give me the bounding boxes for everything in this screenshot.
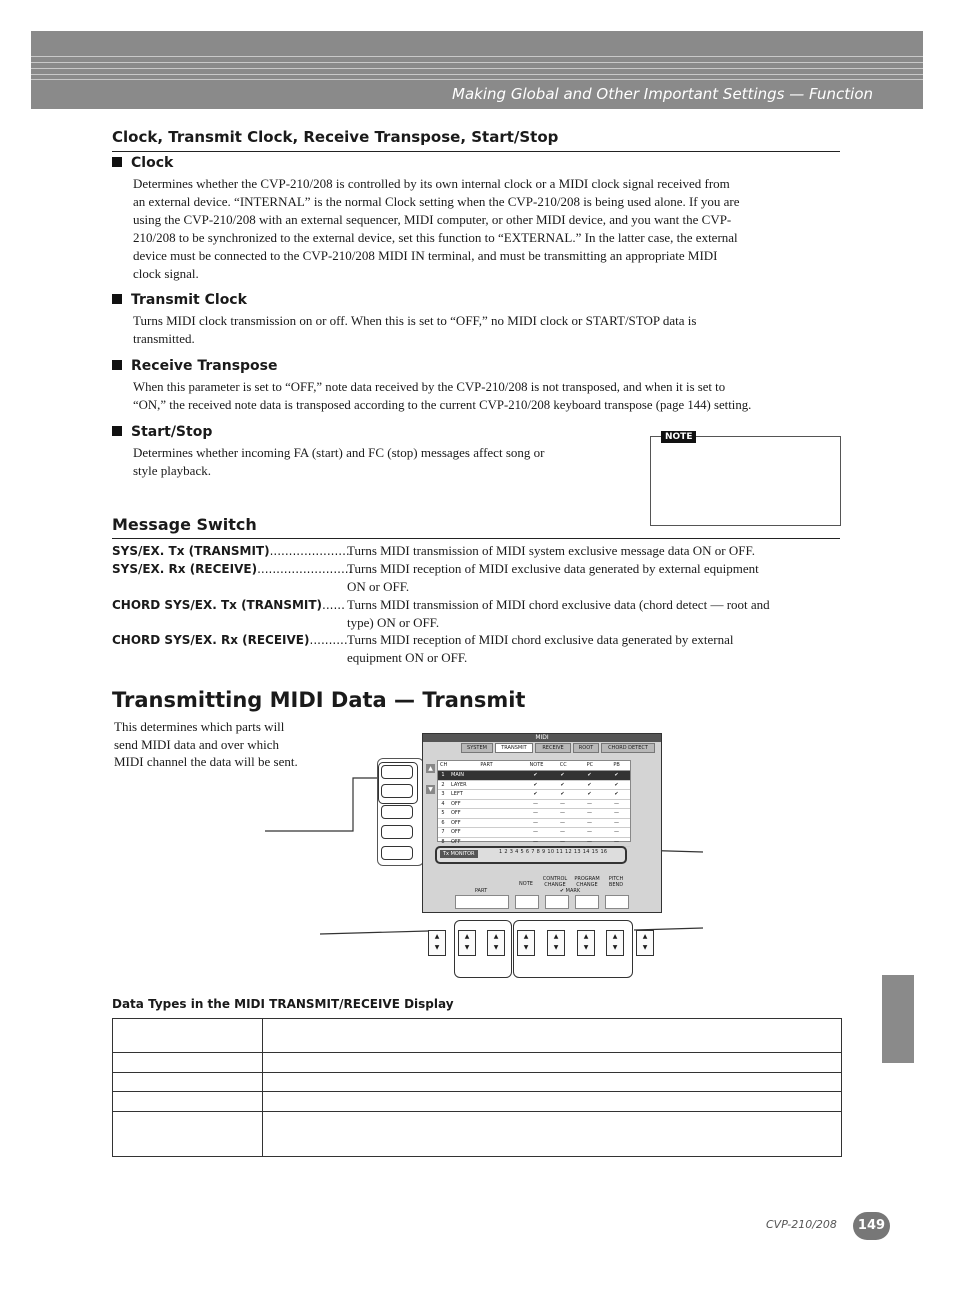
lcd-part-name: LAYER [451, 781, 467, 788]
desc-sysex-tx: Turns MIDI transmission of MIDI system exclusive message data ON or OFF. [347, 543, 755, 558]
check-icon: ✔ [560, 791, 565, 797]
midi-transmit-lcd [422, 733, 662, 913]
bullet-square-icon [112, 360, 122, 370]
section-title-clock: Clock, Transmit Clock, Receive Transpose, Start/Stop [112, 128, 559, 146]
data-types-table [112, 1018, 842, 1157]
off-dash-icon: — [560, 838, 565, 845]
lcd-channel: 7 [441, 829, 445, 835]
check-icon: ✔ [533, 791, 538, 797]
label-pitch-bend: PITCH BEND [608, 876, 624, 888]
subhead-transmit-clock: Transmit Clock [112, 292, 247, 308]
lcd-part-row[interactable] [438, 781, 630, 791]
lcd-side-button-d[interactable] [381, 825, 413, 839]
note-label: NOTE [661, 431, 696, 443]
lcd-part-name: OFF [451, 838, 461, 845]
lcd-channel: 1 [441, 772, 445, 778]
section-rule [112, 538, 840, 539]
desc-sysex-rx: Turns MIDI reception of MIDI exclusive data generated by external equipment ON or OFF. [347, 561, 759, 594]
scroll-up-icon[interactable]: ▲ [426, 764, 435, 773]
label-part: PART [474, 888, 488, 894]
section-title-transmit: Transmitting MIDI Data — Transmit [112, 688, 526, 712]
tx-monitor [435, 846, 627, 864]
tab-chord-detect[interactable]: CHORD DETECT [601, 743, 655, 753]
off-dash-icon: — [533, 829, 538, 835]
lcd-part-row[interactable] [438, 771, 630, 781]
header-stripe [31, 79, 923, 80]
off-dash-icon: — [587, 838, 592, 845]
header-stripe [31, 56, 923, 57]
lcd-part-row[interactable] [438, 800, 630, 810]
model-name: CVP-210/208 [766, 1218, 837, 1231]
lcd-channel: 6 [441, 819, 445, 826]
header-stripe [31, 68, 923, 69]
lcd-side-button-e[interactable] [381, 846, 413, 860]
chapter-thumb-tab [882, 975, 914, 1063]
lcd-channel: 4 [441, 800, 445, 807]
table-caption: Data Types in the MIDI TRANSMIT/RECEIVE Display [112, 997, 454, 1011]
term-sysex-tx: SYS/EX. Tx (TRANSMIT)..................... [112, 544, 350, 558]
running-header: Making Global and Other Important Settings — Function [452, 85, 873, 103]
check-icon: ✔ [560, 781, 565, 788]
lcd-button-2[interactable]: ▲ ▼ [458, 930, 476, 956]
label-control-change: CONTROL CHANGE [542, 876, 568, 888]
check-icon: ✔ [614, 791, 619, 797]
lcd-channel: 8 [441, 838, 445, 845]
off-dash-icon: — [533, 800, 538, 807]
bullet-square-icon [112, 157, 122, 167]
off-dash-icon: — [587, 829, 592, 835]
header-stripe [31, 74, 923, 75]
lcd-part-name: MAIN [451, 772, 464, 778]
part-list-header: CH PART NOTE CC PC PB [438, 761, 630, 771]
off-dash-icon: — [533, 810, 538, 816]
label-mark: ✔ MARK [559, 888, 581, 894]
note-box [650, 436, 841, 526]
label-note: NOTE [519, 881, 533, 887]
page-number: 149 [853, 1212, 890, 1240]
paragraph-start-stop: Determines whether incoming FA (start) and FC (stop) messages affect song or style playback. [133, 445, 545, 478]
bullet-square-icon [112, 294, 122, 304]
lcd-part-row[interactable] [438, 819, 630, 829]
off-dash-icon: — [614, 829, 619, 835]
section-title-message-switch: Message Switch [112, 515, 257, 534]
off-dash-icon: — [587, 800, 592, 807]
lcd-button-4[interactable]: ▲ ▼ [517, 930, 535, 956]
lcd-part-name: OFF [451, 810, 461, 816]
lcd-side-button-b[interactable] [381, 784, 413, 798]
off-dash-icon: — [560, 819, 565, 826]
term-chord-sysex-rx: CHORD SYS/EX. Rx (RECEIVE).......... [112, 633, 348, 647]
label-program-change: PROGRAM CHANGE [574, 876, 600, 888]
check-icon: ✔ [614, 781, 619, 788]
off-dash-icon: — [587, 810, 592, 816]
lcd-part-name: OFF [451, 800, 461, 807]
scroll-down-icon[interactable]: ▼ [426, 785, 435, 794]
lcd-pc-selector[interactable] [575, 895, 599, 909]
lcd-side-button-c[interactable] [381, 805, 413, 819]
term-chord-sysex-tx: CHORD SYS/EX. Tx (TRANSMIT)...... [112, 598, 345, 612]
tx-monitor-label: Tx MONITOR [440, 850, 478, 858]
off-dash-icon: — [614, 810, 619, 816]
off-dash-icon: — [614, 838, 619, 845]
lcd-note-selector[interactable] [515, 895, 539, 909]
check-icon: ✔ [587, 781, 592, 788]
lcd-button-3[interactable]: ▲ ▼ [487, 930, 505, 956]
check-icon: ✔ [533, 781, 538, 788]
check-icon: ✔ [587, 791, 592, 797]
check-icon: ✔ [560, 772, 565, 778]
off-dash-icon: — [560, 810, 565, 816]
tab-root[interactable]: ROOT [573, 743, 599, 753]
table-row [113, 1019, 842, 1053]
paragraph-transmit-clock: Turns MIDI clock transmission on or off. When this is set to “OFF,” no MIDI clock or START/STOP data is transmitted. [133, 313, 697, 346]
lcd-part-row[interactable] [438, 828, 630, 838]
tab-receive[interactable]: RECEIVE [535, 743, 571, 753]
check-icon: ✔ [533, 772, 538, 778]
bullet-square-icon [112, 426, 122, 436]
paragraph-clock: Determines whether the CVP-210/208 is controlled by its own internal clock or a MIDI clock signal received from an external device. “INTERNAL” is the normal Clock setting when the CVP-210/208 is being used alone. If you are using the CVP-210/208 with an external sequencer, MIDI computer, or other MIDI device, and you want the CVP- 210/208 to be synchronized to the external device, set this function to “EXTERNAL.” In the latter case, the external device must be connected to the CVP-210/208 MIDI IN terminal, and must be transmitting an appropriate MIDI clock signal. [133, 176, 740, 281]
lcd-button-1[interactable]: ▲ ▼ [428, 930, 446, 956]
lcd-title: MIDI [423, 734, 661, 742]
desc-chord-sysex-rx: Turns MIDI reception of MIDI chord exclusive data generated by external equipment ON or OFF. [347, 632, 734, 665]
table-row [113, 1073, 842, 1092]
subhead-clock: Clock [112, 155, 173, 171]
off-dash-icon: — [614, 800, 619, 807]
off-dash-icon: — [587, 819, 592, 826]
lcd-cc-selector[interactable] [545, 895, 569, 909]
subhead-start-stop: Start/Stop [112, 424, 212, 440]
lcd-side-button-a[interactable] [381, 765, 413, 779]
lcd-button-6[interactable]: ▲ ▼ [577, 930, 595, 956]
check-icon: ✔ [614, 772, 619, 778]
lcd-button-8[interactable]: ▲ ▼ [636, 930, 654, 956]
lcd-channel: 2 [441, 781, 445, 788]
table-row [113, 1092, 842, 1112]
lcd-channel: 3 [441, 791, 445, 797]
paragraph-receive-transpose: When this parameter is set to “OFF,” note data received by the CVP-210/208 is not transposed, and when it is set to “ON,” the received note data is transposed according to the current CVP-210/208 keyboard transpose (page 144) setting. [133, 380, 752, 412]
table-row [113, 1053, 842, 1073]
lcd-part-name: OFF [451, 819, 461, 826]
off-dash-icon: — [560, 800, 565, 807]
part-list [437, 760, 631, 845]
tx-monitor-channels: 1 2 3 4 5 6 7 8 9 10 11 12 13 14 15 16 [499, 849, 608, 855]
subhead-receive-transpose: Receive Transpose [112, 358, 278, 374]
tab-transmit[interactable]: TRANSMIT [495, 743, 533, 753]
off-dash-icon: — [533, 819, 538, 826]
lcd-part-row[interactable] [438, 790, 630, 800]
lcd-channel: 5 [441, 810, 445, 816]
lcd-pb-selector[interactable] [605, 895, 629, 909]
intro-text: This determines which parts will send MIDI data and over which MIDI channel the data will be sent. [114, 719, 298, 769]
lcd-part-name: LEFT [451, 791, 463, 797]
table-row [113, 1112, 842, 1157]
lcd-button-7[interactable]: ▲ ▼ [606, 930, 624, 956]
desc-chord-sysex-tx: Turns MIDI transmission of MIDI chord exclusive data (chord detect — root and type) ON or OFF. [347, 597, 770, 630]
term-sysex-rx: SYS/EX. Rx (RECEIVE)......................... [112, 562, 353, 576]
lcd-part-row[interactable] [438, 809, 630, 819]
section-rule [112, 151, 840, 152]
off-dash-icon: — [533, 838, 538, 845]
lcd-part-selector[interactable] [455, 895, 509, 909]
off-dash-icon: — [560, 829, 565, 835]
lcd-button-5[interactable]: ▲ ▼ [547, 930, 565, 956]
check-icon: ✔ [587, 772, 592, 778]
tab-system[interactable]: SYSTEM [461, 743, 493, 753]
header-stripe [31, 62, 923, 63]
off-dash-icon: — [614, 819, 619, 826]
lcd-part-name: OFF [451, 829, 461, 835]
part-list-rows [438, 771, 630, 847]
